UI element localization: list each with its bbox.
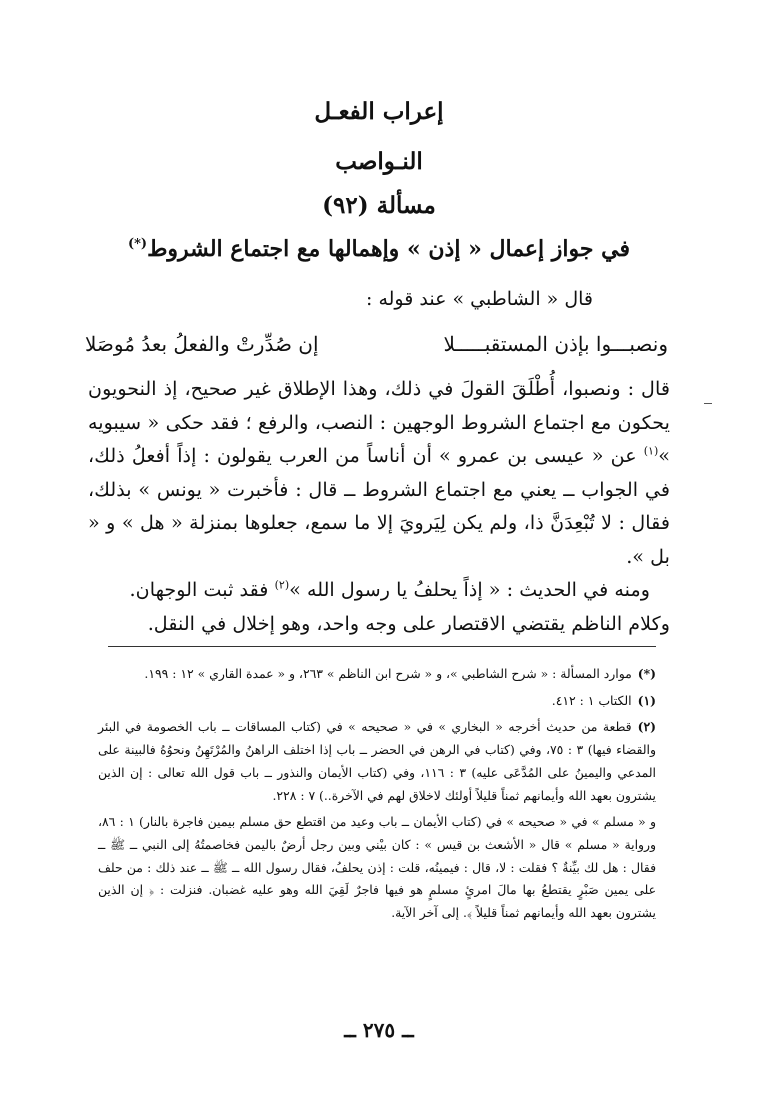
footnotes bbox=[98, 663, 656, 929]
footnote-mark: (٢) bbox=[637, 719, 656, 735]
footnote-text: موارد المسألة : « شرح الشاطبي »، و « شرح ابن الناظم » ٢٦٣، و « عمدة القاري » ١٢ : ١٩٩. bbox=[144, 666, 632, 681]
paragraph-3: وكلام الناظم يقتضي الاقتصار على وجه واحد، وهو إخلال في النقل. bbox=[147, 611, 670, 635]
paragraph-2-part-a: ومنه في الحديث : « إذاً يحلفُ يا رسول الله » bbox=[289, 578, 650, 601]
issue-heading: مسألة (٩٢) bbox=[322, 192, 436, 219]
intro-line: قال « الشاطبي » عند قوله : bbox=[366, 288, 593, 310]
verse-first-hemistich: ونصبـــوا بإذن المستقبـــــلا bbox=[443, 332, 668, 356]
section-heading: إعراب الفعـل bbox=[314, 98, 444, 125]
footnote-ref-1: (١) bbox=[643, 444, 659, 458]
main-text bbox=[88, 372, 670, 640]
margin-mark bbox=[704, 403, 712, 404]
topic-footnote-mark: (*) bbox=[127, 236, 148, 252]
paragraph-2-part-b: فقد ثبت الوجهان. bbox=[129, 578, 275, 601]
paragraph-1-part-a: قال : ونصبوا، أُطْلَقَ القولَ في ذلك، وهذا الإطلاق غير صحيح، إذ النحويون يحكون مع اجتماع الشروط الوجهين : النصب، والرفع ؛ فقد حكى « سيبويه » bbox=[88, 377, 670, 467]
footnote-text: و « مسلم » في « صحيحه » في (كتاب الأيمان ــ باب وعيد من اقتطع حق مسلم بيمين فاجرة بالنار) ١ : ٨٦، ورواية « مسلم » قال « الأشعث بن قيس » : كان بيْني وبين رجل أرضٌ باليمن فخاصمتُهُ إلى النبي ــ ﷺ ــ فقال : هل لك بيِّنةٌ ؟ فقلت : لا، قال : فيمينُه، قلت : إذن يحلفُ، فقال رسول الله ــ ﷺ ــ عند ذلك : من حلف على يمين صَبْرٍ يقتطعُ بها مالَ امرئٍ مسلمٍ هو فيها فاجرٌ لَقِيَ الله وهو عليه غضبان. فنزلت : ﴿ إن الذين يشترون بعهد الله وأيمانهم ثمناً قليلاً ﴾. إلى آخر الآية. bbox=[98, 814, 656, 921]
subsection-heading: النـواصب bbox=[335, 148, 423, 175]
topic-text: في جواز إعمال « إذن » وإهمالها مع اجتماع الشروط bbox=[147, 236, 631, 262]
footnote-1 bbox=[98, 690, 656, 713]
footnote-mark: (١) bbox=[637, 692, 656, 708]
footnote-divider bbox=[108, 646, 656, 647]
footnote-2-continued bbox=[98, 811, 656, 925]
page-number: ــ ٢٧٥ ــ bbox=[344, 1018, 414, 1042]
paragraph-2 bbox=[88, 573, 670, 607]
paragraph-1-part-b: عن « عيسى بن عمرو » أن أناساً من العرب يقولون : إذاً أفعلُ ذلك، في الجواب ــ يعني مع اجتماع الشروط ــ قال : فأخبرت « يونس » بذلك، فقال : لا تُبْعِدَنَّ ذا، ولم يكن لِيَرويَ إلا ما سمع، جعلوها بمنزلة « هل » و « بل ». bbox=[88, 444, 670, 568]
footnote-mark: (*) bbox=[637, 666, 656, 681]
footnote-text: قطعة من حديث أخرجه « البخاري » في « صحيحه » في (كتاب المساقات ــ باب الخصومة في البئر والقضاء فيها) ٣ : ٧٥، وفي (كتاب في الرهن في الحضر ــ باب إذا اختلف الراهنُ والمُرْتَهِنُ ونحوُهُ فالبينة على المدعي واليمينُ على المُدَّعَى عليه) ٣ : ١١٦، وفي (كتاب الأيمان والنذور ــ باب قول الله تعالى : إن الذين يشترون بعهد الله وأيمانهم ثمناً قليلاً أولئك لاخلاق لهم في الآخرة..) ٧ : ٢٢٨. bbox=[98, 719, 656, 803]
topic-heading bbox=[60, 236, 698, 262]
footnote-text: الكتاب ١ : ٤١٢. bbox=[551, 692, 632, 708]
verse-second-hemistich: إن صُدِّرتْ والفعلُ بعدُ مُوصَلا bbox=[85, 332, 319, 356]
paragraph-1 bbox=[88, 372, 670, 573]
footnote-ref-2: (٢) bbox=[274, 578, 290, 592]
footnote-star bbox=[98, 663, 656, 686]
footnote-2 bbox=[98, 716, 656, 807]
